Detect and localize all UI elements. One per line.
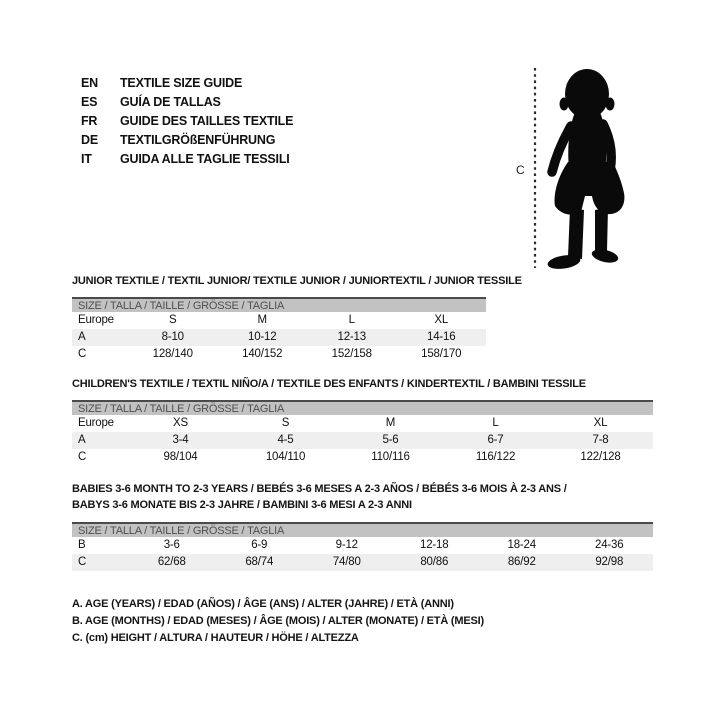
row-label: Europe — [78, 417, 114, 429]
language-code: IT — [81, 152, 92, 166]
row-value: XL — [434, 314, 449, 326]
footnotes — [72, 596, 484, 647]
row-value: L — [492, 417, 499, 429]
row-value: 3-6 — [163, 539, 180, 551]
children-section-title — [72, 376, 653, 392]
junior-size-table — [72, 297, 486, 363]
language-title: TEXTILE SIZE GUIDE — [120, 76, 243, 90]
row-value: 98/104 — [163, 451, 198, 463]
junior-section — [72, 273, 522, 363]
table-row — [72, 415, 653, 432]
size-header-bar: SIZE / TALLA / TAILLE / GRÖSSE / TAGLIA — [72, 400, 653, 415]
table-row — [72, 329, 486, 346]
table-row — [72, 432, 653, 449]
table-body — [72, 415, 653, 466]
row-value: 8-10 — [161, 331, 184, 343]
table-body — [72, 537, 653, 571]
babies-size-table — [72, 522, 653, 571]
size-header-bar: SIZE / TALLA / TAILLE / GRÖSSE / TAGLIA — [72, 522, 653, 537]
row-value: 14-16 — [427, 331, 456, 343]
language-title: GUÍA DE TALLAS — [120, 95, 221, 109]
row-value: 10-12 — [248, 331, 277, 343]
row-value: 4-5 — [277, 434, 294, 446]
table-row — [72, 346, 486, 363]
row-value: 158/170 — [421, 348, 462, 360]
footnote-height: C. (cm) HEIGHT / ALTURA / HAUTEUR / HÖHE / ALTEZZA — [72, 632, 359, 644]
size-header-bar: SIZE / TALLA / TAILLE / GRÖSSE / TAGLIA — [72, 297, 486, 312]
row-value: 86/92 — [507, 556, 536, 568]
section-title-line: BABIES 3-6 MONTH TO 2-3 YEARS / BEBÉS 3-6 MESES A 2-3 AÑOS / BÉBÉS 3-6 MOIS À 2-3 ANS / — [72, 483, 567, 495]
row-value: 80/86 — [420, 556, 449, 568]
language-row — [81, 112, 293, 131]
children-size-table — [72, 400, 653, 466]
row-value: 12-13 — [337, 331, 366, 343]
language-title: GUIDE DES TAILLES TEXTILE — [120, 114, 294, 128]
section-title-line: CHILDREN'S TEXTILE / TEXTIL NIÑO/A / TEXTILE DES ENFANTS / KINDERTEXTIL / BAMBINI TESSILE — [72, 378, 586, 390]
row-value: 152/158 — [331, 348, 372, 360]
row-value: 74/80 — [332, 556, 361, 568]
children-section — [72, 376, 653, 466]
toddler-figure — [510, 64, 650, 276]
row-value: 7-8 — [592, 434, 609, 446]
row-value: M — [257, 314, 267, 326]
babies-section — [72, 481, 653, 571]
language-title: GUIDA ALLE TAGLIE TESSILI — [120, 152, 290, 166]
row-value: S — [169, 314, 177, 326]
row-value: 12-18 — [420, 539, 449, 551]
section-title-line: BABYS 3-6 MONATE BIS 2-3 JAHRE / BAMBINI 3-6 MESI A 2-3 ANNI — [72, 499, 412, 511]
table-row — [72, 449, 653, 466]
junior-section-title — [72, 273, 522, 289]
row-value: 128/140 — [152, 348, 193, 360]
row-value: 122/128 — [580, 451, 621, 463]
table-row — [72, 537, 653, 554]
row-value: 140/152 — [242, 348, 283, 360]
height-dotted-line — [533, 68, 537, 268]
language-code: DE — [81, 133, 98, 147]
row-value: 116/122 — [475, 451, 516, 463]
language-row — [81, 150, 293, 169]
row-label: C — [78, 348, 87, 360]
row-value: 24-36 — [595, 539, 624, 551]
row-label: A — [78, 331, 86, 343]
footnote-age-years: A. AGE (YEARS) / EDAD (AÑOS) / ÂGE (ANS) / ALTER (JAHRE) / ETÀ (ANNI) — [72, 598, 454, 610]
row-value: 6-9 — [251, 539, 268, 551]
language-code: FR — [81, 114, 98, 128]
row-value: XS — [173, 417, 188, 429]
row-label: C — [78, 451, 87, 463]
toddler-silhouette-icon — [543, 68, 627, 272]
row-value: 104/110 — [265, 451, 306, 463]
row-value: S — [281, 417, 290, 429]
row-label: Europe — [78, 314, 114, 326]
babies-section-title — [72, 481, 653, 513]
table-row — [72, 554, 653, 571]
row-value: 5-6 — [382, 434, 399, 446]
language-code: ES — [81, 95, 98, 109]
height-measure-label: C — [516, 163, 525, 177]
row-value: XL — [593, 417, 608, 429]
row-value: 18-24 — [507, 539, 536, 551]
row-label: A — [78, 434, 86, 446]
table-row — [72, 312, 486, 329]
row-value: 62/68 — [157, 556, 186, 568]
language-title: TEXTILGRÖßENFÜHRUNG — [120, 133, 276, 147]
row-value: 9-12 — [335, 539, 358, 551]
language-row — [81, 74, 293, 93]
footnote-age-months: B. AGE (MONTHS) / EDAD (MESES) / ÂGE (MOIS) / ALTER (MONATE) / ETÀ (MESI) — [72, 615, 484, 627]
row-value: M — [385, 417, 396, 429]
row-value: 92/98 — [595, 556, 624, 568]
language-row — [81, 131, 293, 150]
row-label: C — [78, 556, 87, 568]
language-row — [81, 93, 293, 112]
language-list — [81, 74, 293, 169]
row-value: 110/116 — [371, 451, 410, 463]
section-title-line: JUNIOR TEXTILE / TEXTIL JUNIOR/ TEXTILE JUNIOR / JUNIORTEXTIL / JUNIOR TESSILE — [72, 275, 522, 287]
table-body — [72, 312, 486, 363]
row-value: 6-7 — [487, 434, 504, 446]
language-code: EN — [81, 76, 98, 90]
row-value: 68/74 — [245, 556, 274, 568]
row-label: B — [78, 539, 86, 551]
row-value: 3-4 — [172, 434, 189, 446]
row-value: L — [348, 314, 355, 326]
